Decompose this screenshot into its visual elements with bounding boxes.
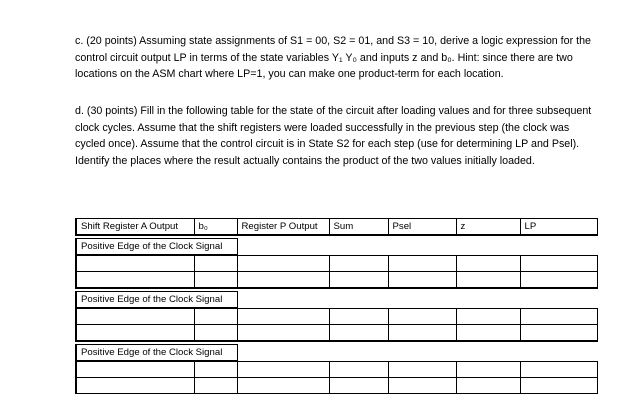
header-shift-register-a: Shift Register A Output (76, 219, 194, 236)
header-sum: Sum (329, 219, 388, 236)
cell-lp[interactable] (520, 378, 597, 394)
cell-sum[interactable] (329, 255, 388, 272)
cell-b0[interactable] (194, 272, 237, 289)
cell-lp[interactable] (520, 255, 597, 272)
cell-sum[interactable] (329, 378, 388, 394)
cell-psel[interactable] (388, 308, 456, 325)
clock-edge-label: Positive Edge of the Clock Signal (76, 292, 237, 309)
clock-edge-label-row (76, 239, 597, 256)
cell-psel[interactable] (388, 255, 456, 272)
header-b0: b₀ (194, 219, 237, 236)
header-psel: Psel (388, 219, 456, 236)
cell-reg-p[interactable] (237, 308, 329, 325)
table-row (76, 325, 597, 342)
cell-b0[interactable] (194, 361, 237, 378)
cell-z[interactable] (456, 308, 520, 325)
cell-b0[interactable] (194, 255, 237, 272)
clock-edge-label-row (76, 345, 597, 362)
cell-psel[interactable] (388, 325, 456, 342)
table-row (76, 255, 597, 272)
cell-sum[interactable] (329, 272, 388, 289)
header-row (76, 219, 597, 236)
cell-reg-p[interactable] (237, 325, 329, 342)
cell-psel[interactable] (388, 378, 456, 394)
clock-edge-label: Positive Edge of the Clock Signal (76, 239, 237, 256)
cell-z[interactable] (456, 361, 520, 378)
cell-lp[interactable] (520, 308, 597, 325)
header-lp: LP (520, 219, 597, 236)
answer-table (75, 218, 598, 394)
part-d-question: d. (30 points) Fill in the following table for the state of the circuit after loading values and for three subsequent clock cycles. Assume that the shift registers were loaded successfully in the previous step (the clock was cycled once). Assume that the control circuit is in State S2 for each step (use for determining LP and Psel). Identify the places where the result actually contains the product of the two values initially loaded. (75, 105, 592, 167)
cell-shift-a[interactable] (76, 378, 194, 394)
cell-reg-p[interactable] (237, 255, 329, 272)
cell-shift-a[interactable] (76, 255, 194, 272)
header-register-p: Register P Output (237, 219, 329, 236)
cell-reg-p[interactable] (237, 378, 329, 394)
cell-lp[interactable] (520, 361, 597, 378)
cell-sum[interactable] (329, 325, 388, 342)
table-row (76, 272, 597, 289)
cell-lp[interactable] (520, 272, 597, 289)
cell-shift-a[interactable] (76, 325, 194, 342)
cell-b0[interactable] (194, 325, 237, 342)
cell-reg-p[interactable] (237, 272, 329, 289)
table-row (76, 361, 597, 378)
cell-shift-a[interactable] (76, 308, 194, 325)
cell-z[interactable] (456, 325, 520, 342)
table-row (76, 308, 597, 325)
table-row (76, 378, 597, 394)
cell-b0[interactable] (194, 308, 237, 325)
cell-psel[interactable] (388, 361, 456, 378)
part-c-question: c. (20 points) Assuming state assignments of S1 = 00, S2 = 01, and S3 = 10, derive a logic expression for the control circuit output LP in terms of the state variables Y₁ Y₀ and inputs z and b₀. Hint: since there are two locations on the ASM chart where LP=1, you can make one product-term for each location. (75, 35, 591, 81)
cell-lp[interactable] (520, 325, 597, 342)
cell-z[interactable] (456, 272, 520, 289)
cell-sum[interactable] (329, 308, 388, 325)
cell-z[interactable] (456, 378, 520, 394)
cell-z[interactable] (456, 255, 520, 272)
header-z: z (456, 219, 520, 236)
clock-edge-label: Positive Edge of the Clock Signal (76, 345, 237, 362)
cell-reg-p[interactable] (237, 361, 329, 378)
cell-b0[interactable] (194, 378, 237, 394)
cell-sum[interactable] (329, 361, 388, 378)
cell-shift-a[interactable] (76, 361, 194, 378)
cell-shift-a[interactable] (76, 272, 194, 289)
cell-psel[interactable] (388, 272, 456, 289)
clock-edge-label-row (76, 292, 597, 309)
